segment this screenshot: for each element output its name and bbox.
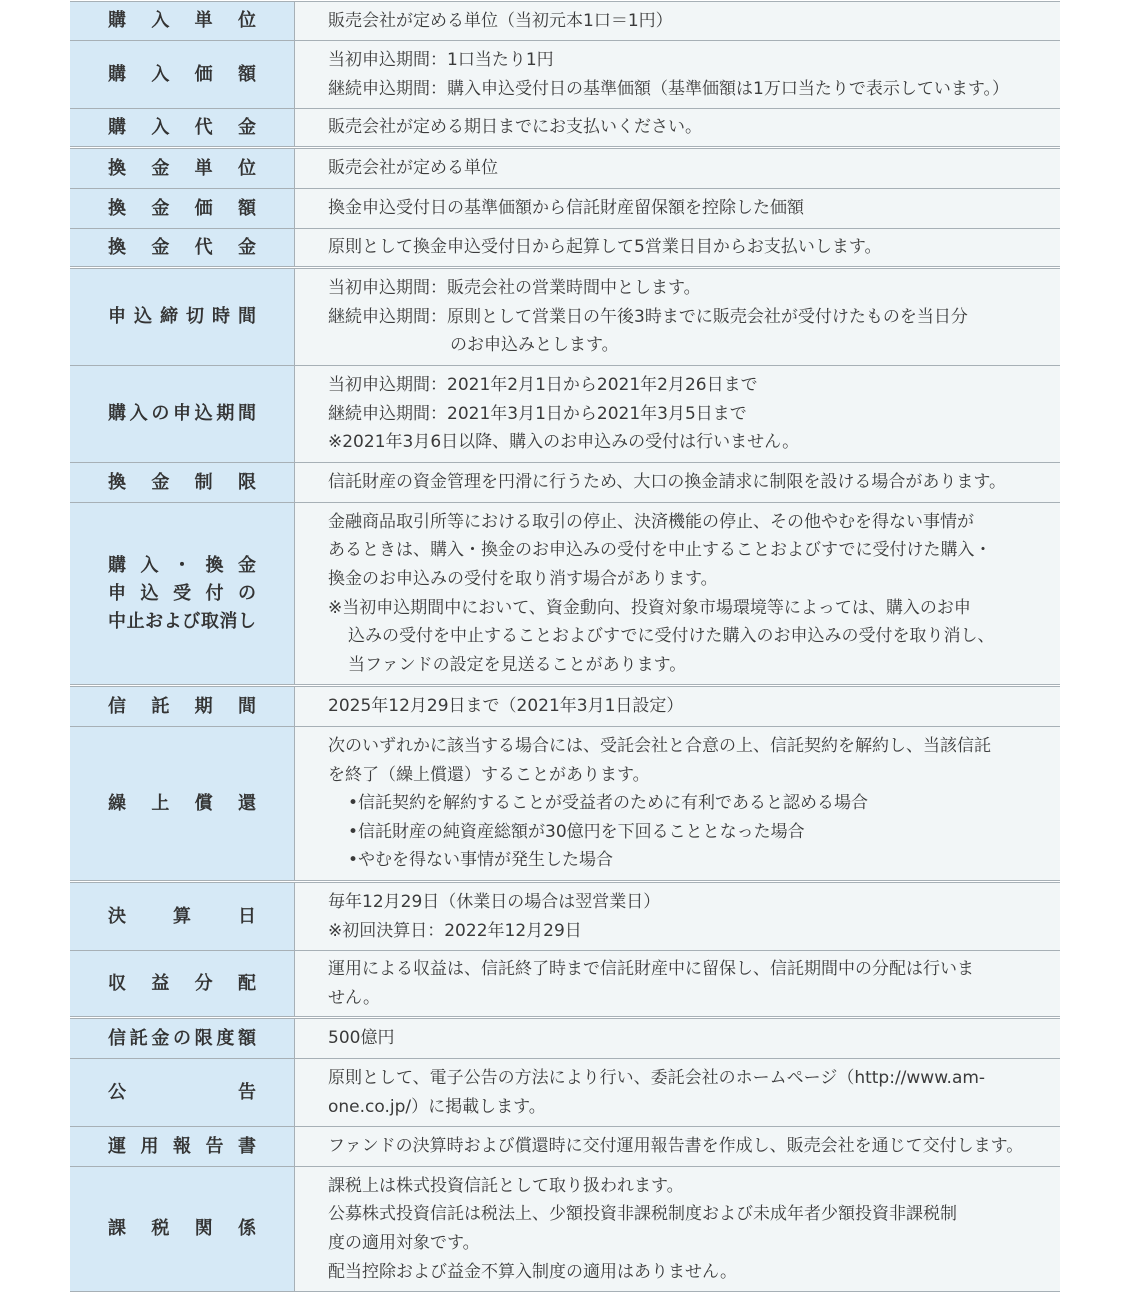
row-value (295, 41, 1060, 108)
row-label-line: 繰 上 償 還 (108, 792, 256, 814)
row-label (70, 229, 295, 266)
row-value (295, 951, 1060, 1016)
row-label (70, 109, 295, 146)
fund-details-table (70, 1, 1060, 1292)
row-value-line: ※2021年3月6日以降、購入のお申込みの受付は行いません。 (328, 432, 800, 453)
row-label-line: 運用報告書 (108, 1135, 256, 1157)
row-label (70, 366, 295, 462)
row-value-line: 度の適用対象です。 (328, 1233, 480, 1253)
row-label (70, 269, 295, 365)
row-label-line: 換 金 単 位 (108, 157, 256, 179)
row-value (295, 149, 1060, 188)
row-value (295, 109, 1060, 146)
row-label-line: 申 込 受 付 の (108, 582, 256, 604)
row-value-line: 毎年12月29日（休業日の場合は翌営業日） (328, 891, 661, 912)
table-row (70, 269, 1060, 366)
table-row (70, 189, 1060, 229)
table-row (70, 951, 1060, 1019)
row-value-line: 継続申込期間：2021年3月1日から2021年3月5日まで (328, 403, 747, 424)
table-row (70, 149, 1060, 189)
table-row (70, 883, 1060, 951)
row-value-line: あるときは、購入・換金のお申込みの受付を中止することおよびすでに受付けた購入・ (328, 540, 992, 561)
table-row (70, 1167, 1060, 1292)
row-value-line: のお申込みとします。 (450, 335, 619, 356)
row-label-line: 課 税 関 係 (108, 1218, 256, 1239)
row-value-line: 当初申込期間：2021年2月1日から2021年2月26日まで (328, 375, 758, 396)
row-label (70, 149, 295, 188)
row-value-line: を終了（繰上償還）することがあります。 (328, 764, 650, 785)
table-row (70, 1019, 1060, 1059)
row-value-line: ファンドの決算時および償還時に交付運用報告書を作成し、販売会社を通じて交付します。 (328, 1136, 1024, 1157)
table-row (70, 1059, 1060, 1127)
row-value-line: せん。 (328, 987, 381, 1008)
row-value-line: •やむを得ない事情が発生した場合 (348, 850, 614, 871)
row-value (295, 1019, 1060, 1058)
row-value-line: 運用による収益は、信託終了時まで信託財産中に留保し、信託期間中の分配は行いま (328, 958, 974, 979)
table-row (70, 1127, 1060, 1167)
row-label (70, 1059, 295, 1126)
row-value-line: 換金申込受付日の基準価額から信託財産留保額を控除した価額 (328, 198, 804, 219)
row-value (295, 1127, 1060, 1166)
row-label (70, 727, 295, 880)
row-value-line: one.co.jp/）に掲載します。 (328, 1096, 546, 1117)
row-label-line: 購入の申込期間 (108, 403, 256, 424)
row-value-line: 500億円 (328, 1028, 395, 1049)
row-value-line: 次のいずれかに該当する場合には、受託会社と合意の上、信託契約を解約し、当該信託 (328, 736, 991, 757)
row-label-line: 購 入 代 金 (108, 116, 256, 138)
row-label-line: 申込締切時間 (108, 306, 256, 327)
row-value-line: 信託財産の資金管理を円滑に行うため、大口の換金請求に制限を設ける場合があります。 (328, 472, 1006, 493)
row-label (70, 189, 295, 228)
row-value (295, 229, 1060, 266)
row-label-line: 信 託 期 間 (108, 695, 256, 717)
row-label-line: 決 算 日 (108, 905, 256, 927)
row-value (295, 189, 1060, 228)
table-row (70, 503, 1060, 687)
table-row (70, 366, 1060, 463)
row-label (70, 463, 295, 502)
row-value-line: 当ファンドの設定を見送ることがあります。 (348, 654, 687, 675)
row-label-line: 公 告 (108, 1081, 256, 1103)
table-row (70, 687, 1060, 727)
row-value (295, 2, 1060, 40)
row-label-line: 換 金 代 金 (108, 236, 256, 258)
table-row (70, 41, 1060, 109)
row-value-line: ※初回決算日：2022年12月29日 (328, 920, 582, 941)
row-value (295, 503, 1060, 684)
row-label (70, 503, 295, 684)
table-row (70, 1, 1060, 41)
row-value (295, 366, 1060, 462)
row-value-line: 原則として、電子公告の方法により行い、委託会社のホームページ（http://www.am- (328, 1067, 986, 1088)
row-value-line: 販売会社が定める単位（当初元本1口＝1円） (328, 10, 673, 31)
row-value-line: 当初申込期間：販売会社の営業時間中とします。 (328, 278, 701, 299)
row-label-line: 換 金 制 限 (108, 471, 256, 493)
row-label (70, 687, 295, 726)
row-value-line: •信託契約を解約することが受益者のために有利であると認める場合 (348, 793, 869, 814)
row-value (295, 883, 1060, 950)
row-value-line: 販売会社が定める期日までにお支払いください。 (328, 117, 702, 138)
row-label (70, 2, 295, 40)
row-label (70, 1127, 295, 1166)
row-label (70, 883, 295, 950)
row-value (295, 727, 1060, 880)
row-label-line: 購 入 ・ 換 金 (108, 554, 256, 576)
row-label-line: 中止および取消し (108, 610, 256, 632)
row-value (295, 1167, 1060, 1291)
table-row (70, 727, 1060, 883)
table-row (70, 229, 1060, 269)
row-value (295, 269, 1060, 365)
row-value-line: 当初申込期間：1口当たり1円 (328, 49, 554, 70)
row-label (70, 1167, 295, 1291)
row-value-line: 換金のお申込みの受付を取り消す場合があります。 (328, 568, 718, 589)
row-value-line: 原則として換金申込受付日から起算して5営業日目からお支払いします。 (328, 237, 882, 258)
row-value-line: 金融商品取引所等における取引の停止、決済機能の停止、その他やむを得ない事情が (328, 511, 974, 532)
row-value-line: •信託財産の純資産総額が30億円を下回ることとなった場合 (348, 821, 805, 842)
table-row (70, 463, 1060, 503)
row-label-line: 購 入 価 額 (108, 63, 256, 85)
row-value-line: ※当初申込期間中において、資金動向、投資対象市場環境等によっては、購入のお申 (328, 597, 971, 618)
row-value-line: 公募株式投資信託は税法上、少額投資非課税制度および未成年者少額投資非課税制 (328, 1204, 957, 1225)
row-value (295, 687, 1060, 726)
row-value-line: 込みの受付を中止することおよびすでに受付けた購入のお申込みの受付を取り消し、 (348, 626, 995, 647)
table-row (70, 109, 1060, 149)
row-value-line: 2025年12月29日まで（2021年3月1日設定） (328, 696, 684, 717)
row-label (70, 951, 295, 1016)
row-value-line: 継続申込期間：購入申込受付日の基準価額（基準価額は1万口当たりで表示しています。） (328, 78, 1009, 99)
row-value (295, 1059, 1060, 1126)
row-value-line: 継続申込期間：原則として営業日の午後3時までに販売会社が受付けたものを当日分 (328, 306, 968, 327)
row-value-line: 販売会社が定める単位 (328, 158, 498, 179)
row-value-line: 配当控除および益金不算入制度の適用はありません。 (328, 1261, 738, 1282)
row-label (70, 41, 295, 108)
row-label-line: 収 益 分 配 (108, 972, 256, 994)
row-label (70, 1019, 295, 1058)
row-label-line: 換 金 価 額 (108, 197, 256, 219)
row-value (295, 463, 1060, 502)
row-value-line: 課税上は株式投資信託として取り扱われます。 (328, 1175, 684, 1196)
row-label-line: 購 入 単 位 (108, 10, 256, 31)
row-label-line: 信託金の限度額 (108, 1027, 256, 1049)
